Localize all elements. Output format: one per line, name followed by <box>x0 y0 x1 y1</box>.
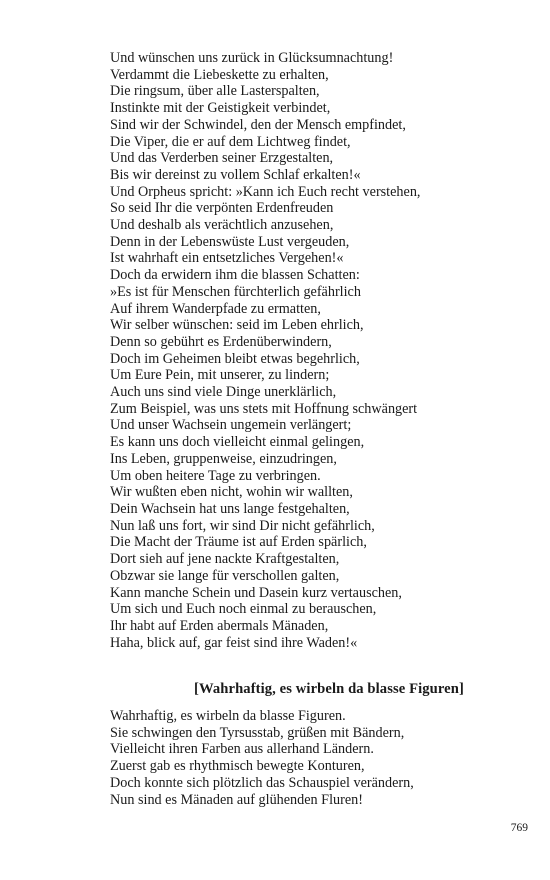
heading-close-bracket: ] <box>458 681 464 697</box>
poem-line: Auf ihrem Wanderpfade zu ermatten, <box>110 300 321 317</box>
poem-line: Obzwar sie lange für verschollen galten, <box>110 567 340 584</box>
poem-line: Ins Leben, gruppenweise, einzudringen, <box>110 450 337 467</box>
poem-line: Ihr habt auf Erden abermals Mänaden, <box>110 617 329 634</box>
poem-line: Verdammt die Liebeskette zu erhalten, <box>110 66 329 83</box>
poem-line: Haha, blick auf, gar feist sind ihre Waden!« <box>110 634 358 651</box>
poem-line: Nun sind es Mänaden auf glühenden Fluren! <box>110 791 363 808</box>
poem-line: Sind wir der Schwindel, den der Mensch empfindet, <box>110 116 406 133</box>
poem-line: Und unser Wachsein ungemein verlängert; <box>110 417 352 434</box>
heading-title: Wahrhaftig, es wirbeln da blasse Figuren <box>199 681 459 697</box>
poem-stanza-1 <box>110 50 530 651</box>
page-number: 769 <box>510 822 528 834</box>
heading-open-bracket: [ <box>194 681 200 697</box>
poem-line: Sie schwingen den Tyrsusstab, grüßen mit Bändern, <box>110 724 405 741</box>
poem-line: Dein Wachsein hat uns lange festgehalten, <box>110 500 350 517</box>
poem-line: Doch konnte sich plötzlich das Schauspiel verändern, <box>110 774 414 791</box>
poem-heading <box>110 681 530 698</box>
poem-line: Dort sieh auf jene nackte Kraftgestalten, <box>110 551 340 568</box>
poem-line: Doch da erwidern ihm die blassen Schatten: <box>110 267 360 284</box>
poem-line: Zum Beispiel, was uns stets mit Hoffnung schwängert <box>110 400 418 417</box>
poem-line: Nun laß uns fort, wir sind Dir nicht gefährlich, <box>110 517 375 534</box>
poem-line: Und das Verderben seiner Erzgestalten, <box>110 150 334 167</box>
poem-line: Wir wußten eben nicht, wohin wir wallten, <box>110 484 353 501</box>
poem-line: Denn so gebührt es Erdenüberwindern, <box>110 333 332 350</box>
poem-line: Und Orpheus spricht: »Kann ich Euch recht verstehen, <box>110 183 421 200</box>
poem-line: Und wünschen uns zurück in Glücksumnachtung! <box>110 50 394 66</box>
poem-line: Ist wahrhaft ein entsetzliches Vergehen!« <box>110 250 344 267</box>
poem-line: Die ringsum, über alle Lasterspalten, <box>110 83 320 100</box>
poem-line: Wir selber wünschen: seid im Leben ehrlich, <box>110 317 364 334</box>
poem-line: Die Macht der Träume ist auf Erden spärlich, <box>110 534 367 551</box>
poem-line: Es kann uns doch vielleicht einmal gelingen, <box>110 434 365 451</box>
poem-line: Um oben heitere Tage zu verbringen. <box>110 467 321 484</box>
poem-line: Und deshalb als verächtlich anzusehen, <box>110 217 334 234</box>
poem-line: Kann manche Schein und Dasein kurz vertauschen, <box>110 584 402 601</box>
poem-line: Die Viper, die er auf dem Lichtweg findet, <box>110 133 351 150</box>
poem-stanza-2 <box>110 708 530 808</box>
poem-line: Auch uns sind viele Dinge unerklärlich, <box>110 384 337 401</box>
poem-line: Zuerst gab es rhythmisch bewegte Konturen, <box>110 758 365 775</box>
poem-line: Bis wir dereinst zu vollem Schlaf erkalten!« <box>110 166 361 183</box>
poem-line: Denn in der Lebenswüste Lust vergeuden, <box>110 233 350 250</box>
poem-line: So seid Ihr die verpönten Erdenfreuden <box>110 200 334 217</box>
poem-line: Vielleicht ihren Farben aus allerhand Ländern. <box>110 741 374 758</box>
poem-line: Doch im Geheimen bleibt etwas begehrlich, <box>110 350 360 367</box>
poem-line: Instinkte mit der Geistigkeit verbindet, <box>110 100 331 117</box>
poem-line: Um Eure Pein, mit unserer, zu lindern; <box>110 367 330 384</box>
poem-line: Wahrhaftig, es wirbeln da blasse Figuren. <box>110 708 346 724</box>
poem-line: Um sich und Euch noch einmal zu berauschen, <box>110 601 377 618</box>
poem-line: »Es ist für Menschen fürchterlich gefährlich <box>110 283 361 300</box>
